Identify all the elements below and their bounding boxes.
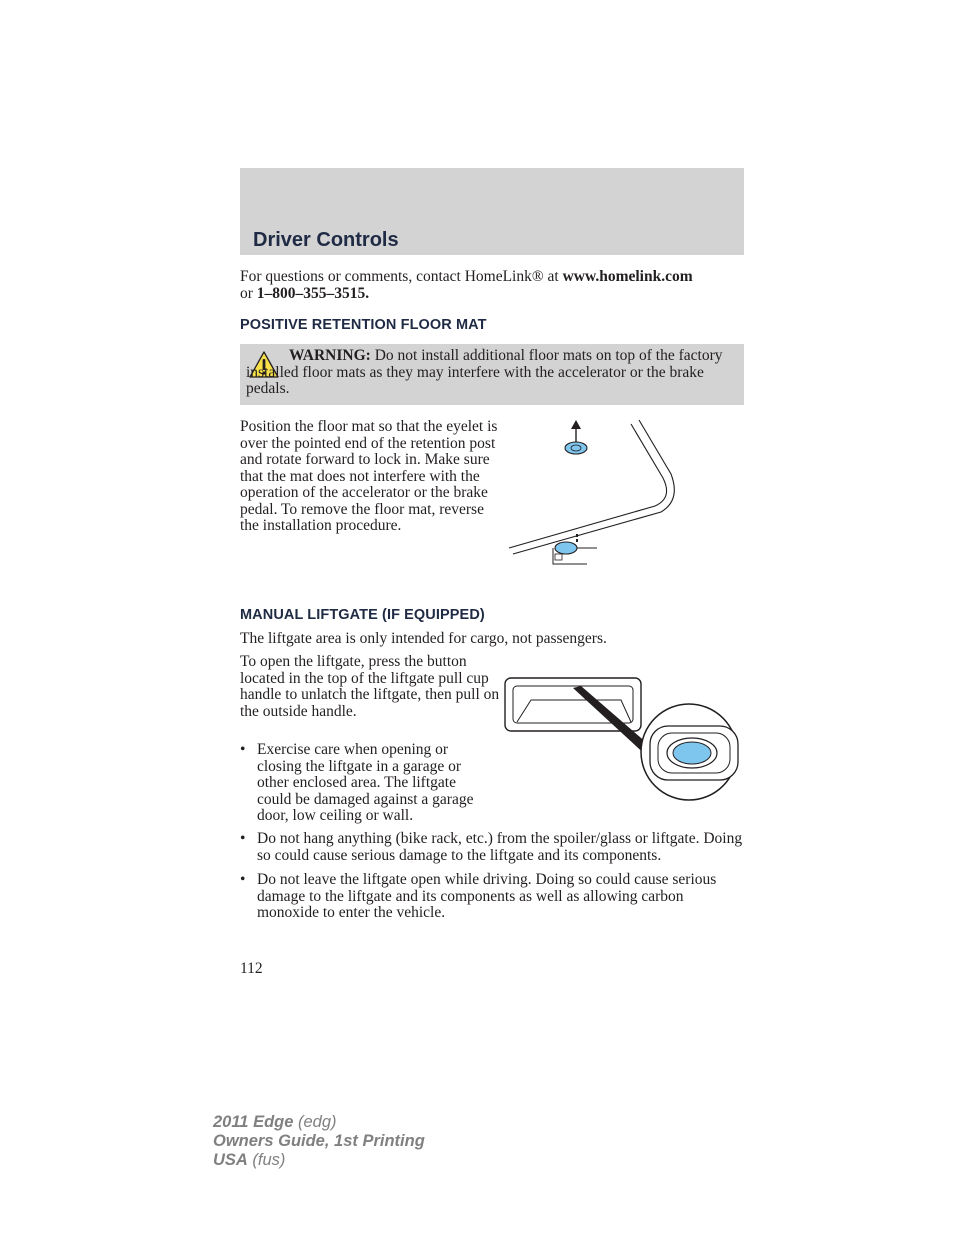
bullet-text: Do not hang anything (bike rack, etc.) from the spoiler/glass or liftgate. Doing so could cause serious damage to the liftgate and its components.	[257, 830, 743, 864]
liftgate-bullets-wide	[240, 831, 744, 930]
liftgate-intro: The liftgate area is only intended for cargo, not passengers.	[240, 630, 607, 647]
footer-model: 2011 Edge	[213, 1113, 294, 1131]
floor-mat-illustration	[505, 418, 745, 570]
liftgate-heading: MANUAL LIFTGATE (IF EQUIPPED)	[240, 607, 485, 623]
bullet-glyph: •	[240, 830, 246, 847]
bullet-text: Exercise care when opening or closing the liftgate in a garage or other enclosed area. The liftgate could be damaged against a garage door, low ceiling or wall.	[257, 741, 474, 824]
list-item	[240, 872, 744, 922]
bullet-glyph: •	[240, 741, 246, 758]
homelink-phone: 1–800–355–3515.	[256, 284, 370, 302]
footer-model-code: (edg)	[293, 1113, 337, 1131]
liftgate-release-button	[673, 742, 711, 764]
floor-mat-heading: POSITIVE RETENTION FLOOR MAT	[240, 317, 487, 333]
footer-market-code: (fus)	[247, 1151, 286, 1169]
footer-market: USA	[213, 1151, 248, 1169]
floor-mat-body: Position the floor mat so that the eyelet is over the pointed end of the retention post and rotate forward to lock in. Make sure that the mat does not interfere with the operation of the accelerator or the brake pedal. To remove the floor mat, reverse the installation procedure.	[240, 418, 498, 534]
contact-or: or	[240, 284, 257, 302]
page-number: 112	[240, 960, 263, 977]
list-item	[240, 831, 744, 864]
bullet-glyph: •	[240, 871, 246, 888]
list-item	[240, 742, 488, 825]
warning-label: WARNING:	[289, 347, 371, 364]
footer-line-model	[213, 1113, 425, 1132]
contact-paragraph	[240, 269, 744, 302]
footer-guide: Owners Guide, 1st Printing	[213, 1132, 425, 1150]
liftgate-bullets-narrow	[240, 742, 488, 833]
footer-line-guide	[213, 1132, 425, 1151]
warning-body: Do not install additional floor mats on top of the factory installed floor mats as they may interfere with the accelerator or the brake pedals.	[246, 347, 723, 397]
section-title: Driver Controls	[253, 229, 399, 251]
warning-box	[240, 344, 744, 405]
footer-line-market	[213, 1151, 425, 1170]
document-footer	[213, 1113, 425, 1170]
retention-post	[555, 542, 577, 554]
contact-text: For questions or comments, contact HomeLink® at	[240, 268, 563, 285]
warning-text	[246, 348, 736, 398]
bullet-text: Do not leave the liftgate open while driving. Doing so could cause serious damage to the liftgate and its components as well as allowing carbon monoxide to enter the vehicle.	[257, 871, 717, 921]
liftgate-body: To open the liftgate, press the button located in the top of the liftgate pull cup handle to unlatch the liftgate, then pull on the outside handle.	[240, 653, 500, 720]
liftgate-handle-illustration	[503, 676, 743, 804]
mat-eyelet	[565, 442, 587, 454]
homelink-url[interactable]: www.homelink.com	[562, 268, 693, 285]
